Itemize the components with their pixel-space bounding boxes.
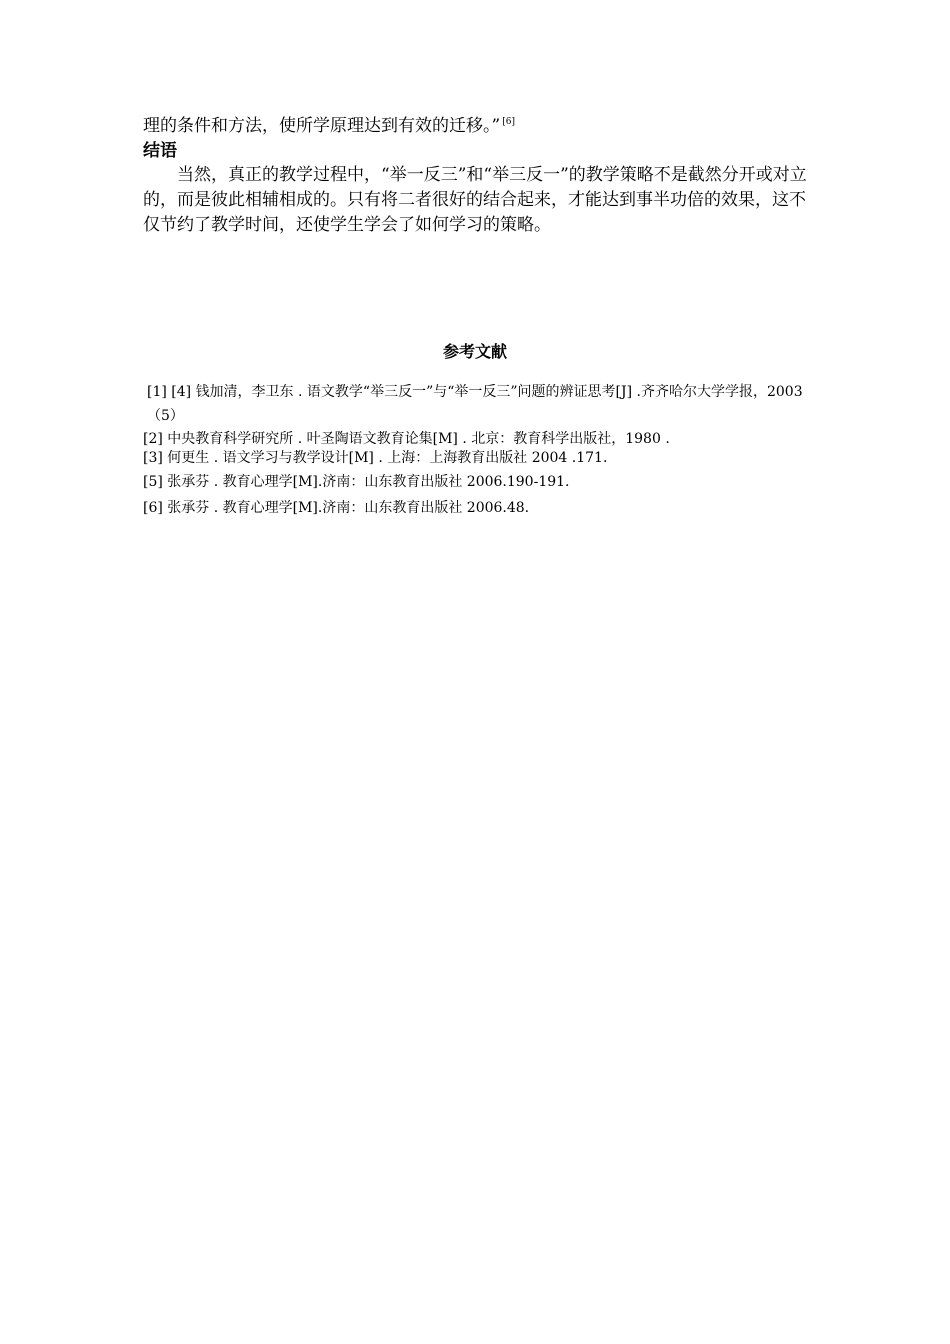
continued-paragraph (143, 114, 808, 139)
continued-text: 理的条件和方法，使所学原理达到有效的迁移。” (143, 116, 501, 136)
reference-item: [3] 何更生 . 语文学习与教学设计[M] . 上海：上海教育出版社 2004 .171. (143, 450, 608, 466)
citation-mark: [6] (502, 117, 515, 128)
body-text (143, 114, 808, 238)
conclusion-paragraph: 当然，真正的教学过程中，“举一反三”和“举三反一”的教学策略不是截然分开或对立的，而是彼此相辅相成的。只有将二者很好的结合起来，才能达到事半功倍的效果，这不仅节约了教学时间，还使学生学会了如何学习的策略。 (143, 165, 807, 235)
reference-item: [6] 张承芬 . 教育心理学[M].济南：山东教育出版社 2006.48. (143, 500, 530, 516)
references-title: 参考文献 (442, 342, 507, 361)
section-heading: 结语 (143, 141, 177, 161)
reference-item: [5] 张承芬 . 教育心理学[M].济南：山东教育出版社 2006.190-191. (143, 474, 570, 490)
reference-item: [2] 中央教育科学研究所 . 叶圣陶语文教育论集[M] . 北京：教育科学出版社，1980 . (143, 431, 670, 447)
reference-item: [1] [4] 钱加清，李卫东 . 语文教学“举三反一”与“举一反三”问题的辨证思考[J] .齐齐哈尔大学学报，2003（5） (147, 384, 803, 424)
references-list (143, 380, 808, 520)
